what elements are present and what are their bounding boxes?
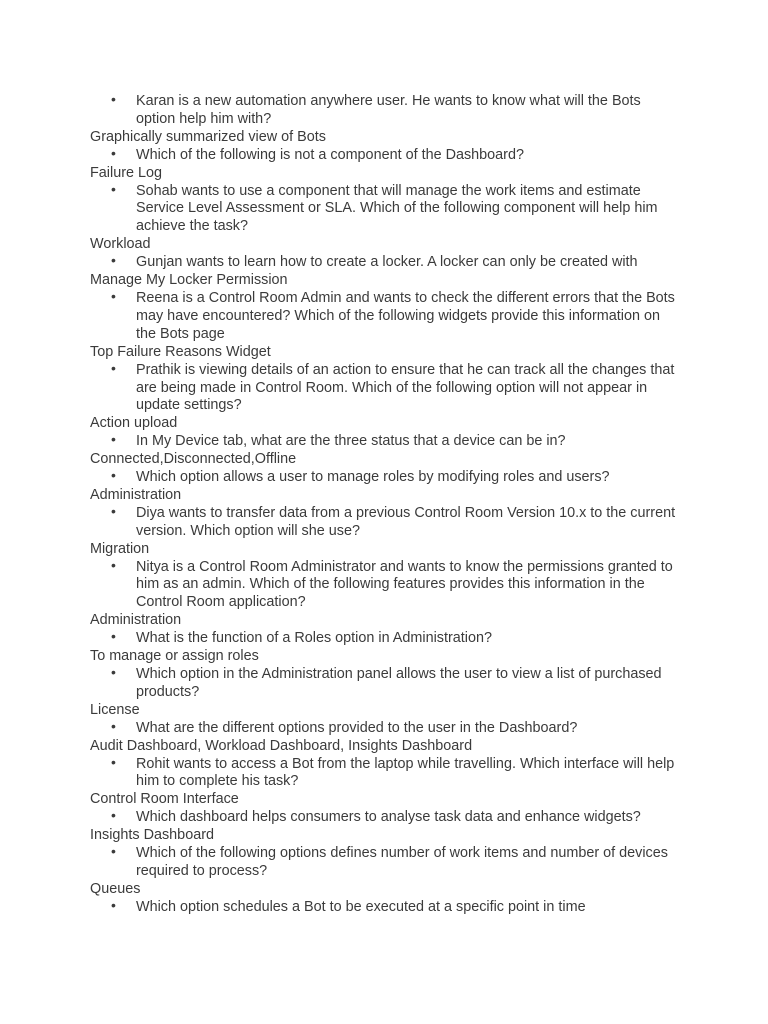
qa-entry — [90, 359, 680, 434]
bullet-icon: • — [111, 664, 116, 680]
document-body — [90, 93, 680, 917]
answer-text: License — [90, 701, 140, 718]
answer-text: Top Failure Reasons Widget — [90, 343, 271, 360]
bullet-icon: • — [111, 502, 116, 519]
qa-entry — [90, 666, 680, 720]
bullet-icon: • — [111, 556, 116, 573]
qa-entry — [90, 717, 680, 756]
bullet-icon: • — [111, 467, 116, 484]
answer-text: Failure Log — [90, 164, 162, 181]
question-item — [90, 93, 680, 129]
bullet-icon: • — [111, 180, 116, 197]
question-text: What are the different options provided to the user in the Dashboard? — [136, 719, 578, 736]
bullet-icon: • — [111, 807, 116, 824]
question-item — [90, 359, 680, 416]
qa-entry — [90, 896, 680, 917]
question-item — [90, 809, 680, 827]
qa-entry — [90, 502, 680, 559]
question-item — [90, 896, 680, 917]
question-item — [90, 717, 680, 738]
question-text: Prathik is viewing details of an action to ensure that he can track all the changes that are being made in Control Room. Which of the following option will not appear in update settings? — [136, 361, 675, 414]
question-text: Reena is a Control Room Admin and wants to check the different errors that the Bots may have encountered? Which of the following widgets provide this information on the Bots page — [136, 289, 675, 342]
answer-text: Administration — [90, 612, 182, 629]
question-item — [90, 630, 680, 648]
question-text: What is the function of a Roles option in Administration? — [136, 630, 492, 647]
qa-entry — [90, 556, 680, 631]
answer-text: Workload — [90, 236, 151, 253]
qa-entry — [90, 469, 680, 505]
question-item — [90, 845, 680, 881]
question-item — [90, 144, 680, 165]
bullet-icon: • — [111, 628, 116, 645]
qa-entry — [90, 630, 680, 666]
question-text: Which of the following is not a component of the Dashboard? — [136, 146, 524, 163]
answer-text: Insights Dashboard — [90, 827, 214, 844]
question-text: Gunjan wants to learn how to create a locker. A locker can only be created with — [136, 254, 638, 271]
question-text: Diya wants to transfer data from a previous Control Room Version 10.x to the current version. Which option will she use? — [136, 504, 676, 539]
question-item — [90, 666, 680, 702]
question-text: Which dashboard helps consumers to analyse task data and enhance widgets? — [136, 809, 641, 826]
question-text: Which option allows a user to manage roles by modifying roles and users? — [136, 469, 610, 486]
qa-entry — [90, 180, 680, 255]
answer-text: Migration — [90, 540, 150, 557]
qa-entry — [90, 433, 680, 469]
bullet-icon: • — [111, 287, 116, 304]
qa-entry — [90, 753, 680, 810]
question-item — [90, 254, 680, 272]
bullet-icon: • — [111, 252, 116, 269]
question-item — [90, 433, 680, 451]
question-item — [90, 753, 680, 792]
question-item — [90, 287, 680, 344]
answer-text: Queues — [90, 880, 141, 897]
qa-entry — [90, 845, 680, 899]
qa-entry — [90, 93, 680, 147]
question-text: Nitya is a Control Room Administrator and wants to know the permissions granted to him as an admin. Which of the following features provides this information in the Control Room application? — [136, 558, 673, 611]
answer-text: Administration — [90, 486, 182, 503]
question-text: Which of the following options defines number of work items and number of devices required to process? — [136, 845, 668, 879]
qa-entry — [90, 287, 680, 362]
question-item — [90, 469, 680, 487]
question-text: Rohit wants to access a Bot from the laptop while travelling. Which interface will help him to complete his task? — [136, 755, 675, 790]
bullet-icon: • — [111, 843, 116, 860]
question-item — [90, 502, 680, 541]
question-item — [90, 180, 680, 237]
answer-text: To manage or assign roles — [90, 648, 259, 665]
question-text: In My Device tab, what are the three status that a device can be in? — [136, 433, 566, 450]
answer-text: Connected,Disconnected,Offline — [90, 451, 297, 468]
bullet-icon: • — [111, 91, 116, 107]
bullet-icon: • — [111, 431, 116, 448]
question-item — [90, 556, 680, 613]
answer-text: Audit Dashboard, Workload Dashboard, Insights Dashboard — [90, 737, 473, 754]
bullet-icon: • — [111, 896, 116, 913]
question-text: Karan is a new automation anywhere user. He wants to know what will the Bots option help him with? — [136, 93, 641, 127]
bullet-icon: • — [111, 717, 116, 734]
answer-text: Action upload — [90, 415, 178, 432]
qa-entry — [90, 809, 680, 845]
question-text: Sohab wants to use a component that will manage the work items and estimate Service Level Assessment or SLA. Which of the following component will help him achieve the task? — [136, 182, 658, 235]
question-text: Which option in the Administration panel allows the user to view a list of purchased products? — [136, 666, 662, 700]
question-text: Which option schedules a Bot to be executed at a specific point in time — [136, 898, 586, 915]
bullet-icon: • — [111, 359, 116, 376]
answer-text: Graphically summarized view of Bots — [90, 128, 326, 145]
qa-entry — [90, 254, 680, 290]
bullet-icon: • — [111, 753, 116, 770]
qa-entry — [90, 144, 680, 183]
answer-text: Control Room Interface — [90, 791, 239, 808]
answer-text: Manage My Locker Permission — [90, 272, 288, 289]
bullet-icon: • — [111, 144, 116, 161]
